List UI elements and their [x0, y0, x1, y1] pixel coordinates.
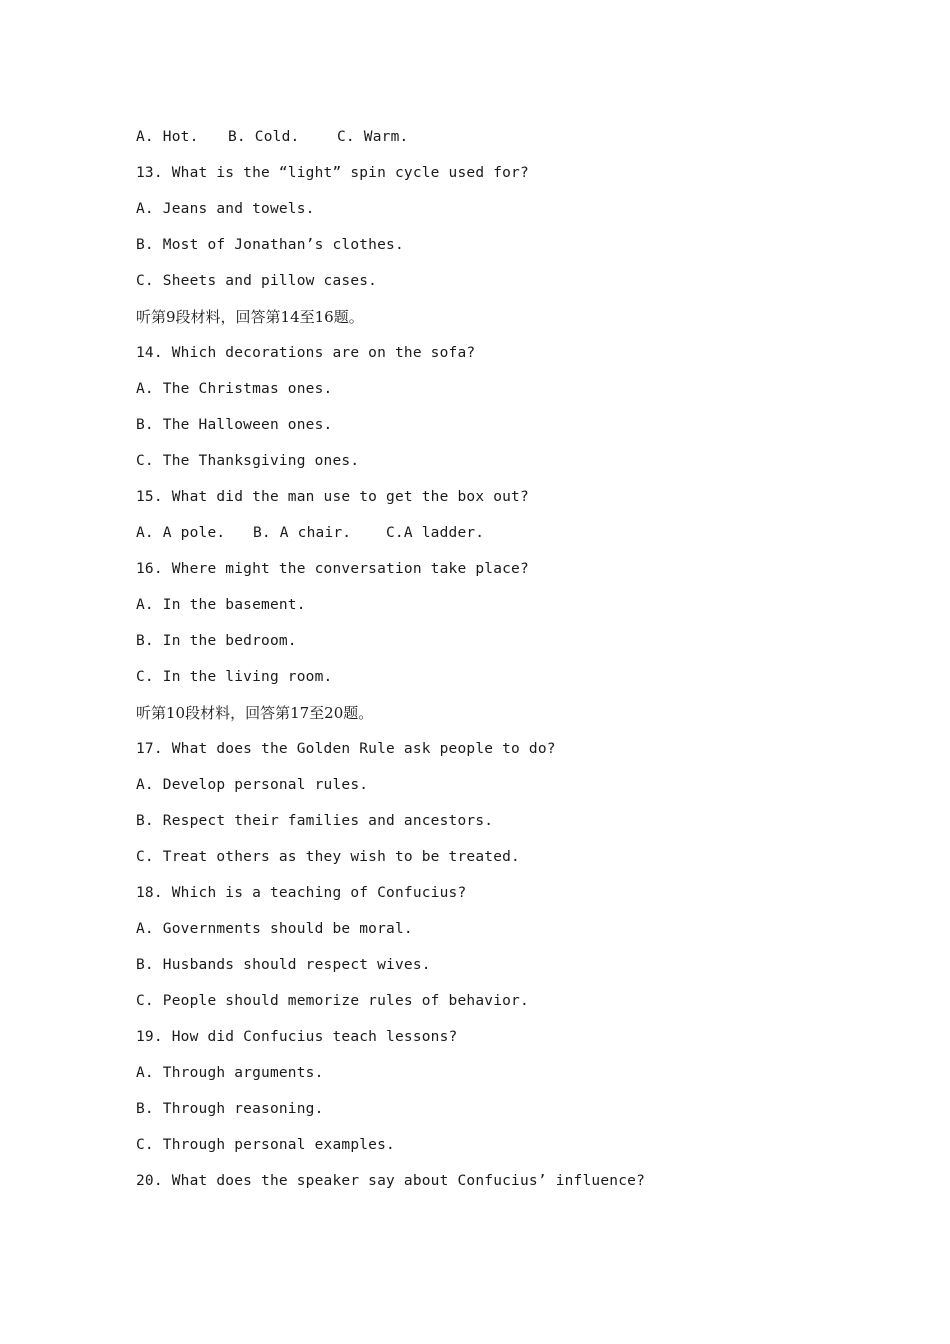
- section-10-instruction: 听第10段材料，回答第17至20题。: [136, 704, 374, 722]
- q14-option-b: B. The Halloween ones.: [136, 417, 333, 433]
- section-9-instruction: 听第9段材料，回答第14至16题。: [136, 308, 364, 326]
- question-list: [136, 126, 896, 1206]
- q14-option-a: A. The Christmas ones.: [136, 381, 333, 397]
- q13-option-c: C. Sheets and pillow cases.: [136, 273, 378, 289]
- q17-question: 17. What does the Golden Rule ask people to do?: [136, 741, 556, 757]
- q16-question: 16. Where might the conversation take place?: [136, 561, 529, 577]
- q16-option-a: A. In the basement.: [136, 597, 306, 613]
- q15-options-row: [136, 522, 896, 558]
- q16-option-b: B. In the bedroom.: [136, 633, 297, 649]
- q19-option-c: C. Through personal examples.: [136, 1137, 395, 1153]
- q17-option-c: C. Treat others as they wish to be treated.: [136, 849, 520, 865]
- q18-option-c: C. People should memorize rules of behavior.: [136, 993, 529, 1009]
- q17-option-b: B. Respect their families and ancestors.: [136, 813, 494, 829]
- q13-option-b: B. Most of Jonathan’s clothes.: [136, 237, 404, 253]
- q15-option-a: A. A pole.: [136, 525, 226, 541]
- q13-question: 13. What is the “light” spin cycle used for?: [136, 165, 529, 181]
- q15-question: 15. What did the man use to get the box out?: [136, 489, 529, 505]
- q17-option-a: A. Develop personal rules.: [136, 777, 369, 793]
- q15-option-b: B. A chair.: [253, 525, 352, 541]
- q18-option-b: B. Husbands should respect wives.: [136, 957, 431, 973]
- q18-question: 18. Which is a teaching of Confucius?: [136, 885, 467, 901]
- q16-option-c: C. In the living room.: [136, 669, 333, 685]
- q12-option-c: C. Warm.: [337, 129, 409, 145]
- q19-option-b: B. Through reasoning.: [136, 1101, 324, 1117]
- q12-option-b: B. Cold.: [228, 129, 300, 145]
- q12-options-row: [136, 126, 896, 162]
- q14-option-c: C. The Thanksgiving ones.: [136, 453, 360, 469]
- q20-question: 20. What does the speaker say about Confucius’ influence?: [136, 1173, 645, 1189]
- q12-option-a: A. Hot.: [136, 129, 199, 145]
- q19-option-a: A. Through arguments.: [136, 1065, 324, 1081]
- q18-option-a: A. Governments should be moral.: [136, 921, 413, 937]
- q19-question: 19. How did Confucius teach lessons?: [136, 1029, 458, 1045]
- q13-option-a: A. Jeans and towels.: [136, 201, 315, 217]
- q14-question: 14. Which decorations are on the sofa?: [136, 345, 476, 361]
- q15-option-c: C.A ladder.: [386, 525, 485, 541]
